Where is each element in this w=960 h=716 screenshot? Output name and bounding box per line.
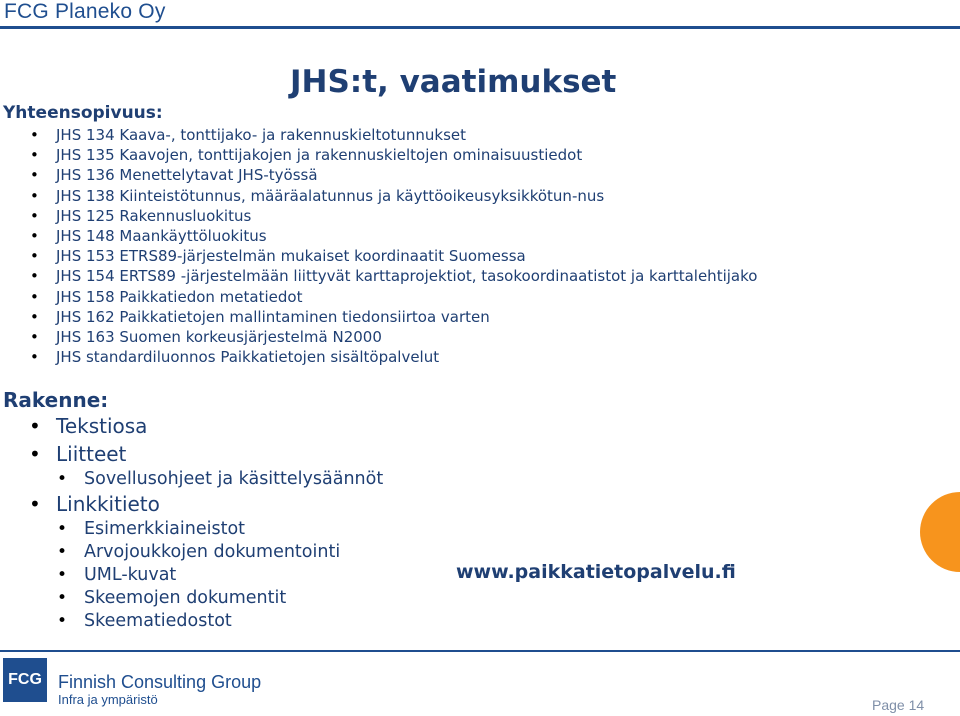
list-item: • JHS 136 Menettelytavat JHS-työssä	[56, 165, 936, 185]
structure-item	[29, 492, 160, 516]
structure-item-label: Liitteet	[56, 442, 127, 466]
footer-rule	[0, 650, 960, 652]
footer-tagline: Infra ja ympäristö	[58, 692, 158, 707]
list-item: • JHS 154 ERTS89 -järjestelmään liittyvät karttaprojektiot, tasokoordinaatistot ja karttalehtijako	[56, 266, 936, 286]
compatibility-heading: Yhteensopivuus:	[3, 103, 163, 123]
footer-company-name: Finnish Consulting Group	[58, 672, 262, 692]
bullet-icon: •	[57, 542, 68, 562]
list-item: • JHS 138 Kiinteistötunnus, määräalatunnus ja käyttöoikeusyksikkötun-nus	[56, 186, 936, 206]
structure-subitem-label: Arvojoukkojen dokumentointi	[84, 542, 341, 562]
bullet-icon: •	[57, 565, 68, 585]
list-item: • JHS standardiluonnos Paikkatietojen sisältöpalvelut	[56, 347, 936, 367]
list-item: • JHS 125 Rakennusluokitus	[56, 206, 936, 226]
structure-subitem	[57, 611, 232, 631]
decorative-circle	[920, 492, 960, 572]
fcg-logo: FCG	[3, 658, 47, 702]
list-item: • JHS 134 Kaava-, tonttijako- ja rakennuskieltotunnukset	[56, 125, 936, 145]
structure-subitem-label: Sovellusohjeet ja käsittelysäännöt	[84, 469, 384, 489]
list-item: • JHS 148 Maankäyttöluokitus	[56, 226, 936, 246]
list-item: • JHS 135 Kaavojen, tonttijakojen ja rakennuskieltojen ominaisuustiedot	[56, 145, 936, 165]
list-item: • JHS 153 ETRS89-järjestelmän mukaiset koordinaatit Suomessa	[56, 246, 936, 266]
bullet-icon: •	[29, 492, 41, 516]
structure-subitem-label: UML-kuvat	[84, 565, 177, 585]
slide-title: JHS:t, vaatimukset	[290, 64, 617, 100]
list-item: • JHS 163 Suomen korkeusjärjestelmä N2000	[56, 327, 936, 347]
structure-subitem	[57, 542, 341, 562]
structure-subitem	[57, 519, 246, 539]
bullet-icon: •	[57, 611, 68, 631]
structure-item-label: Linkkitieto	[56, 492, 160, 516]
website-link[interactable]: www.paikkatietopalvelu.fi	[456, 561, 736, 583]
structure-subitem	[57, 565, 177, 585]
list-item: • JHS 162 Paikkatietojen mallintaminen tiedonsiirtoa varten	[56, 307, 936, 327]
list-item: • JHS 158 Paikkatiedon metatiedot	[56, 287, 936, 307]
page-number: Page 14	[872, 697, 925, 713]
structure-item	[29, 414, 148, 438]
standards-list	[56, 125, 936, 367]
structure-subitem	[57, 469, 384, 489]
structure-subitem	[57, 588, 287, 608]
bullet-icon: •	[57, 469, 68, 489]
bullet-icon: •	[29, 442, 41, 466]
structure-subitem-label: Skeemojen dokumentit	[84, 588, 287, 608]
structure-item-label: Tekstiosa	[56, 414, 148, 438]
structure-item	[29, 442, 127, 466]
bullet-icon: •	[29, 414, 41, 438]
bullet-icon: •	[57, 519, 68, 539]
bullet-icon: •	[57, 588, 68, 608]
structure-heading: Rakenne:	[3, 388, 109, 412]
header-company-name: FCG Planeko Oy	[4, 0, 166, 23]
structure-subitem-label: Skeematiedostot	[84, 611, 232, 631]
structure-subitem-label: Esimerkkiaineistot	[84, 519, 246, 539]
header-rule	[0, 26, 960, 29]
